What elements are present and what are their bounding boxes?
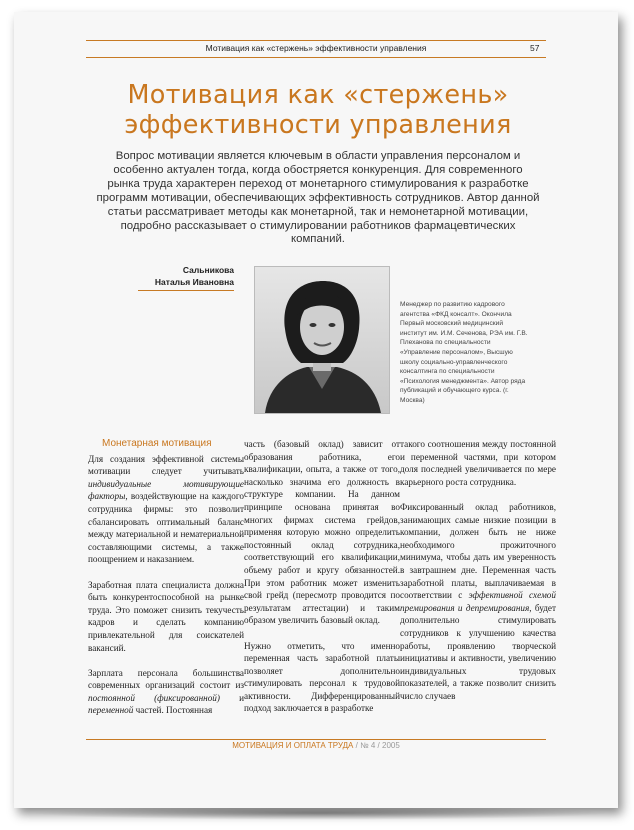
author-name: Наталья Ивановна bbox=[154, 277, 234, 287]
author-photo bbox=[254, 266, 390, 414]
paragraph: Фиксированный оклад работников, занимающих самые низкие позиции в компании, должен быть не ниже необходимого прожиточного минимума, чтобы дать им уверенность в завтрашнем дне. Переменная часть заработной платы, выплачиваемая в соответствии с эффективной схемой премирования и депремирования, будет дополнительно стимулировать сотрудников к улучшению качества работы, проявлению творческой инициативы и активности, увеличению индивидуальных трудовых показателей, а также позволит снизить число случаев bbox=[400, 501, 556, 701]
portrait-image bbox=[255, 267, 389, 413]
page-footer bbox=[86, 741, 546, 750]
paragraph: такого соотношения между постоянной и переменной частями, при котором доля последней увеличивается по мере карьерного роста сотрудника. bbox=[400, 439, 556, 487]
author-block bbox=[120, 264, 234, 288]
paragraph: Зарплата персонала большинства современных организаций состоит из постоянной (фиксированной) и переменной частей. Постоянная bbox=[88, 667, 245, 716]
author-surname: Сальникова bbox=[182, 265, 234, 275]
paragraph: Нужно отметить, что именно переменная часть заработной платы позволяет дополнительно стимулировать персонал к трудовой активности. Дифференцированный подход заключается в разработке bbox=[244, 640, 400, 714]
issue-number: / № 4 / 2005 bbox=[353, 741, 400, 750]
title-line-1: Мотивация как «стержень» bbox=[127, 80, 509, 110]
page-number: 57 bbox=[530, 43, 540, 53]
page-shadow bbox=[30, 806, 610, 820]
paragraph: Для создания эффективной системы мотивации следует учитывать индивидуальные мотивирующие факторы, воздействующие на каждого сотрудника фирмы: это позволит сбалансировать оптимальный баланс между материальной и нематериальной составляющими системы, а также поощрением и наказанием. bbox=[88, 453, 244, 565]
title-line-2: эффективности управления bbox=[124, 110, 512, 140]
text-column-3 bbox=[400, 438, 556, 715]
journal-name: МОТИВАЦИЯ И ОПЛАТА ТРУДА bbox=[232, 741, 354, 750]
article-lead: Вопрос мотивации является ключевым в области управления персоналом и особенно актуален тогда, когда обостряется конкуренция. Для современного рынка труда характерен переход от монетарного стимулирования к разработке программ мотивации, обеспечивающих эффективность сотрудников. Автор данной статьи рассматривает методы как монетарной, так и немонетарной мотивации, подробно рассказывает о стимулировании работников фармацевтических компаний. bbox=[96, 150, 540, 246]
paragraph: Заработная плата специалиста должна быть конкурентоспособной на рынке труда. Это поможет снизить текучесть кадров и сделать компанию привлекательной для соискателей вакансий. bbox=[88, 579, 244, 653]
header-rule-top bbox=[86, 40, 546, 41]
author-rule bbox=[138, 290, 234, 291]
header-rule-bottom bbox=[86, 57, 546, 58]
author-bio: Менеджер по развитию кадрового агентства «ФКД консалт». Окончила Первый московский медицинский институт им. И.М. Сеченова, РЭА им. Г.В. Плеханова по специальности «Управление персоналом», Высшую школу социально-управленческого консалтинга по специальности «Психология менеджмента». Автор ряда публикаций и обучающего курса. (г. Москва) bbox=[400, 301, 528, 404]
article-title bbox=[86, 80, 550, 140]
footer-rule bbox=[86, 739, 546, 740]
running-head: Мотивация как «стержень» эффективности управления bbox=[205, 43, 427, 53]
text-column-1 bbox=[88, 438, 244, 730]
text-column-2 bbox=[244, 438, 400, 728]
section-heading: Монетарная мотивация bbox=[102, 438, 212, 449]
paragraph: часть (базовый оклад) зависит от образования работника, его квалификации, опыта, а также от того, насколько значима его должность в структуре компании. На данном принципе основана принятая во многих фирмах система грейдов, применяя которую можно определить постоянный оклад сотрудника, соответствующий его квалификации, объему работ и кругу обязанностей. При этом работник может изменить свой грейд (пересмотр проводится по результатам аттестации) и таким образом увеличить базовый оклад. bbox=[244, 439, 400, 626]
